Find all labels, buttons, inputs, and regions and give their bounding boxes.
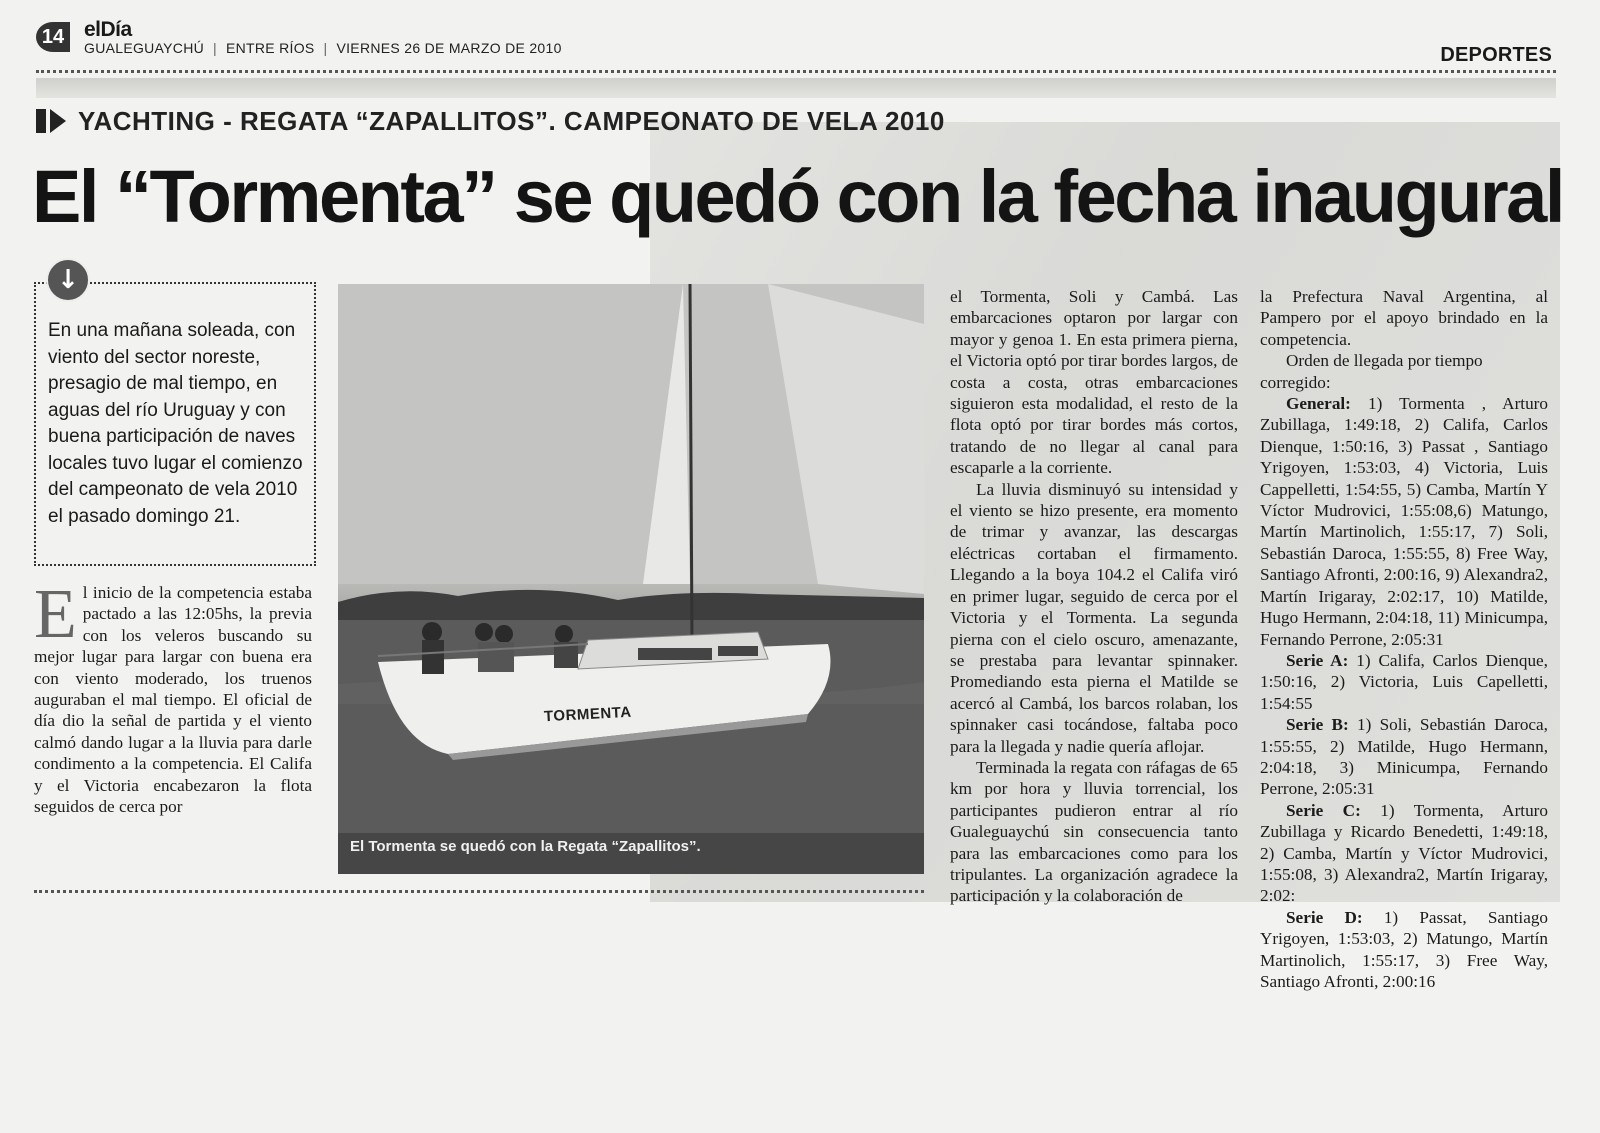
results-text: 1) Tormenta , Arturo Zubillaga, 1:49:18, 2) Califa, Carlos Dienque, 1:50:16, 3) Passat , Santiago Yrigoyen, 1:53:03, 4) Victoria, Luis Cappelletti, 1:54:55, 5) Camba, Martín Y Víctor Mudrovici, 1:55:08,6) Matungo, Martín Martinolich, 1:55:17, 7) Soli, Sebastián Daroca, 1:55:55, 8) Free Way, Santiago Afronti, 2:00:16, 9) Alexandra2, Martín Irigaray, 2:02:17, 10) Matilde, Hugo Hermann, 2:04:18, 11) Minicumpa, Fernando Perrone, 2:05:31: [1260, 394, 1548, 649]
header-band: [36, 78, 1556, 98]
results-label: General:: [1286, 394, 1351, 414]
header-divider: [36, 70, 1556, 73]
kicker-text: YACHTING - REGATA “ZAPALLITOS”. CAMPEONATO DE VELA 2010: [78, 106, 945, 136]
results-text: 1) Tormenta, Arturo Zubillaga y Ricardo Benedetti, 1:49:18, 2) Camba, Martín y Víctor Mudrovici, 1:55:08, 3) Alexandra2, Martín Irigaray, 2:02:: [1260, 800, 1548, 906]
body-column-3: [950, 286, 1238, 907]
article-kicker: [36, 106, 945, 140]
results-general: [1260, 393, 1548, 650]
article-bottom-divider: [34, 890, 924, 893]
body-paragraph: el Tormenta, Soli y Cambá. Las embarcaciones optaron por largar con mayor y genoa 1. En esta primera pierna, el Victoria optó por tirar bordes largos, de costa a costa, otras embarcaciones siguieron esta modalidad, el resto de la flota optó por tirar bordes más cortos, tratando de no llegar al canal para escaparle a la corriente.: [950, 287, 1238, 478]
results-label: Serie C:: [1286, 800, 1361, 820]
photo-hull-name: TORMENTA: [543, 703, 632, 726]
body-column-4: [1260, 286, 1548, 992]
section-name: DEPORTES: [1440, 44, 1552, 66]
lead-text: En una mañana soleada, con viento del sector noreste, presagio de mal tiempo, en aguas del río Uruguay y con buena participación de naves locales tuvo lugar el comienzo del campeonato de vela 2010 el pasado domingo 21.: [48, 320, 303, 527]
dateline-province: ENTRE RÍOS: [225, 40, 315, 56]
dateline-separator: |: [323, 40, 328, 56]
dateline-separator: |: [213, 40, 217, 56]
results-serie-a: [1260, 650, 1548, 714]
masthead: [36, 18, 1556, 70]
article-headline: El “Tormenta” se quedó con la fecha inaugural: [32, 155, 1563, 238]
sailboat-photo: [338, 284, 924, 874]
lead-box: [34, 282, 316, 566]
body-column-1-text: l inicio de la competencia estaba pactado a las 12:05hs, la previa con los veleros buscando su mejor lugar para largar con buena era con viento moderado, los truenos auguraban el mal tiempo. El oficial de día dio la señal de partida y el viento calmó dando lugar a la lluvia para darle condimento a la competencia. El Califa y el Victoria encabezaron la flota seguidos de cerca por: [34, 583, 312, 817]
newspaper-logo: elDía: [84, 18, 132, 41]
kicker-arrow-icon: [50, 109, 66, 133]
photo-caption: El Tormenta se quedó con la Regata “Zapallitos”.: [350, 838, 701, 855]
kicker-bar-icon: [36, 109, 46, 133]
body-column-1: [34, 576, 312, 817]
dateline-city: GUALEGUAYCHÚ: [84, 40, 205, 56]
results-serie-c: [1260, 800, 1548, 907]
page-number: 14: [36, 22, 70, 52]
dateline-date: VIERNES 26 DE MARZO DE 2010: [336, 40, 562, 56]
results-intro: Orden de llegada por tiempo corregido:: [1260, 351, 1483, 392]
results-text: 1) Soli, Sebastián Daroca, 1:55:55, 2) Matilde, Hugo Hermann, 2:04:18, 3) Minicumpa, Fernando Perrone, 2:05:31: [1260, 715, 1548, 799]
body-paragraph: La lluvia disminuyó su intensidad y el viento se hizo presente, era momento de trimar y avanzar, las descargas eléctricas cortaban el firmamento. Llegando a la boya 104.2 el Califa viró en primer lugar, seguido de cerca por el Victoria y el Tormenta. La segunda pierna con el cielo oscuro, amenazante, se prestaba para levantar spinnaker. Promediando esta pierna el Matilde se acercó al Cambá, los barcos rolaban, los spinnaker casi tocándose, faltaba poco para la llegada y nadie quería aflojar.: [950, 479, 1238, 756]
arrow-down-icon: ↓: [46, 258, 90, 302]
sailboat-illustration: [338, 284, 924, 874]
results-text: 1) Passat, Santiago Yrigoyen, 1:53:03, 2) Matungo, Martín Martinolich, 1:55:17, 3) Free Way, Santiago Afronti, 2:00:16: [1260, 907, 1549, 991]
results-label: Serie B:: [1286, 715, 1349, 735]
drop-cap: E: [34, 576, 77, 653]
dateline: [84, 40, 562, 56]
results-serie-b: [1260, 714, 1548, 800]
results-label: Serie D:: [1286, 907, 1363, 927]
results-text: 1) Califa, Carlos Dienque, 1:50:16, 2) Victoria, Luis Capelletti, 1:54:55: [1260, 650, 1548, 713]
results-serie-d: [1260, 907, 1548, 993]
results-label: Serie A:: [1286, 650, 1349, 670]
body-paragraph: Terminada la regata con ráfagas de 65 km por hora y lluvia torrencial, los participantes pudieron entrar al río Gualeguaychú sin consecuencia tanto para las embarcaciones como para los tripulantes. La organización agradece la participación y la colaboración de: [950, 757, 1238, 906]
body-paragraph: la Prefectura Naval Argentina, al Pampero por el apoyo brindado en la competencia.: [1260, 287, 1548, 349]
